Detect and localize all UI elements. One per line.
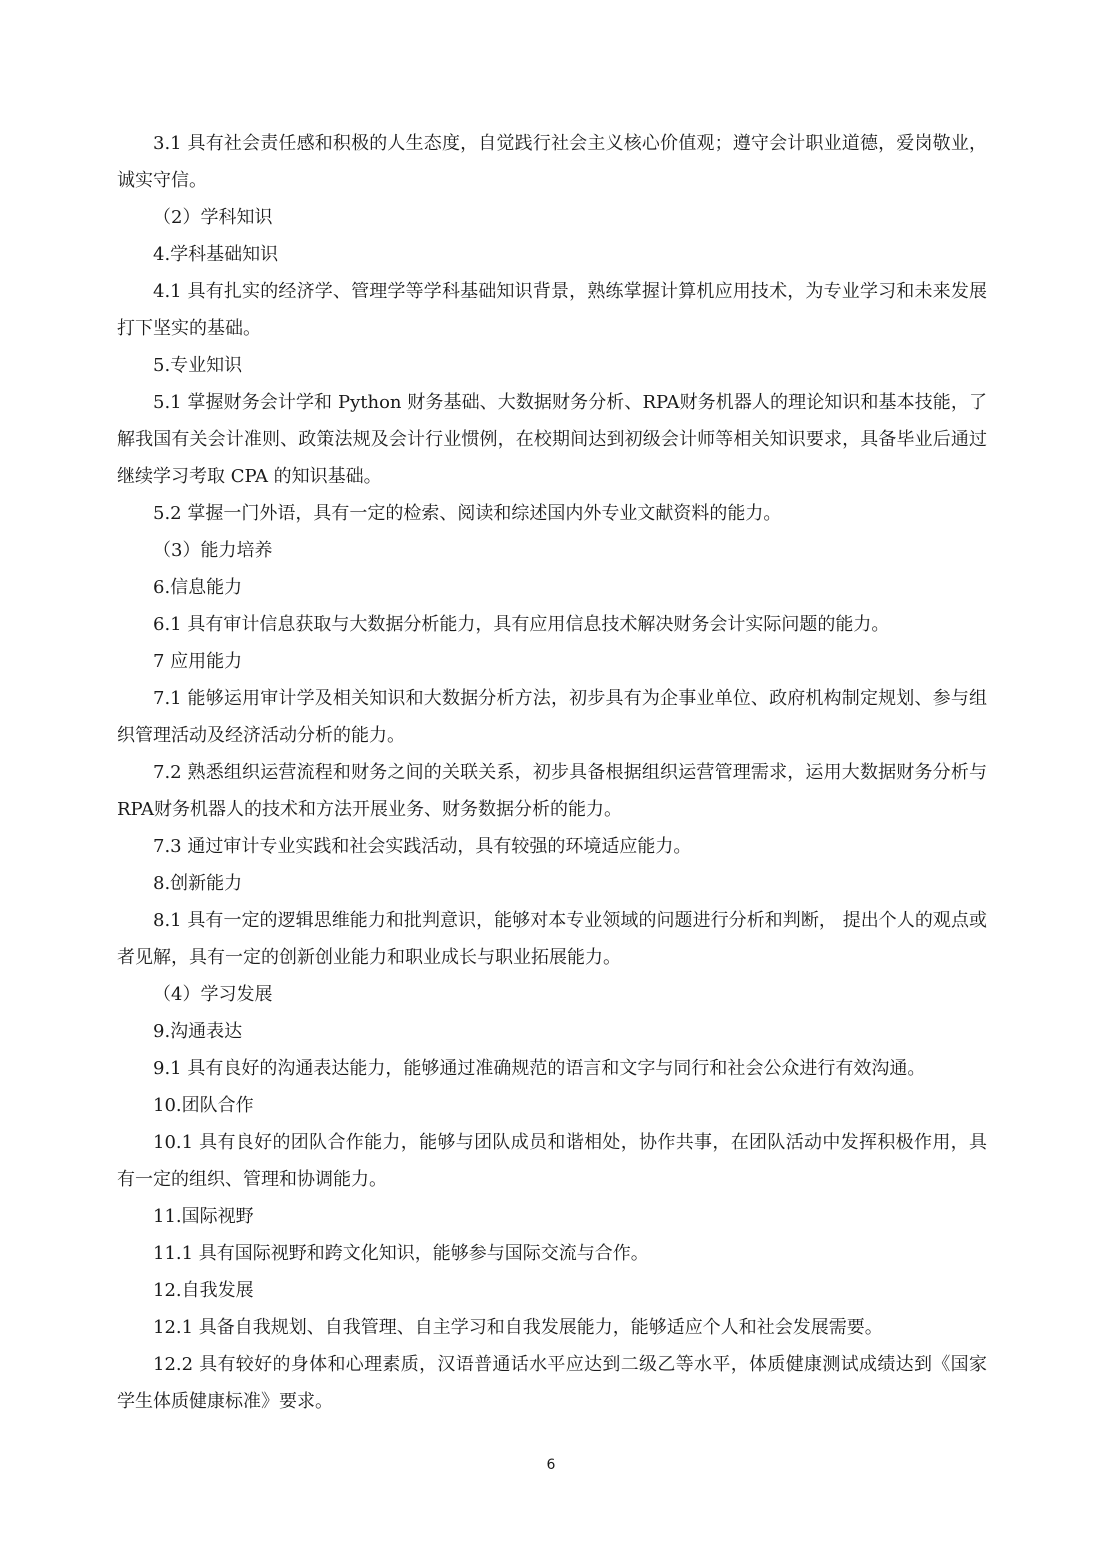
paragraph-4-1: 4.1 具有扎实的经济学、管理学等学科基础知识背景，熟练掌握计算机应用技术，为专业学习和未来发展打下坚实的基础。 [117, 281, 987, 339]
paragraph-7-2: 7.2 熟悉组织运营流程和财务之间的关联关系，初步具备根据组织运营管理需求，运用大数据财务分析与RPA财务机器人的技术和方法开展业务、财务数据分析的能力。 [117, 762, 987, 820]
paragraph-8-1: 8.1 具有一定的逻辑思维能力和批判意识，能够对本专业领域的问题进行分析和判断， 提出个人的观点或者见解，具有一定的创新创业能力和职业成长与职业拓展能力。 [117, 910, 987, 968]
item-heading-6: 6.信息能力 [153, 577, 243, 598]
item-heading-4: 4.学科基础知识 [153, 244, 279, 265]
section-heading-3: （3）能力培养 [153, 540, 273, 561]
paragraph-5-2: 5.2 掌握一门外语，具有一定的检索、阅读和综述国内外专业文献资料的能力。 [153, 503, 782, 524]
paragraph-3-1: 3.1 具有社会责任感和积极的人生态度，自觉践行社会主义核心价值观；遵守会计职业道德，爱岗敬业，诚实守信。 [117, 133, 987, 191]
paragraph-9-1: 9.1 具有良好的沟通表达能力，能够通过准确规范的语言和文字与同行和社会公众进行有效沟通。 [153, 1058, 926, 1079]
item-heading-12: 12.自我发展 [153, 1280, 254, 1301]
paragraph-5-1: 5.1 掌握财务会计学和 Python 财务基础、大数据财务分析、RPA财务机器人的理论知识和基本技能，了解我国有关会计准则、政策法规及会计行业惯例，在校期间达到初级会计师等相关知识要求，具备毕业后通过继续学习考取 CPA 的知识基础。 [117, 392, 987, 487]
paragraph-7-1: 7.1 能够运用审计学及相关知识和大数据分析方法，初步具有为企事业单位、政府机构制定规划、参与组织管理活动及经济活动分析的能力。 [117, 688, 987, 746]
paragraph-12-1: 12.1 具备自我规划、自我管理、自主学习和自我发展能力，能够适应个人和社会发展需要。 [153, 1317, 883, 1338]
paragraph-12-2: 12.2 具有较好的身体和心理素质，汉语普通话水平应达到二级乙等水平，体质健康测试成绩达到《国家学生体质健康标准》要求。 [117, 1354, 987, 1412]
item-heading-10: 10.团队合作 [153, 1095, 254, 1116]
item-heading-11: 11.国际视野 [153, 1206, 254, 1227]
section-heading-4: （4）学习发展 [153, 984, 273, 1005]
paragraph-11-1: 11.1 具有国际视野和跨文化知识，能够参与国际交流与合作。 [153, 1243, 649, 1264]
item-heading-5: 5.专业知识 [153, 355, 243, 376]
item-heading-9: 9.沟通表达 [153, 1021, 243, 1042]
page-number: 6 [546, 1457, 556, 1473]
section-heading-2: （2）学科知识 [153, 207, 273, 228]
item-heading-7: 7 应用能力 [153, 651, 243, 672]
paragraph-7-3: 7.3 通过审计专业实践和社会实践活动，具有较强的环境适应能力。 [153, 836, 692, 857]
paragraph-6-1: 6.1 具有审计信息获取与大数据分析能力，具有应用信息技术解决财务会计实际问题的能力。 [153, 614, 890, 635]
paragraph-10-1: 10.1 具有良好的团队合作能力，能够与团队成员和谐相处，协作共事，在团队活动中发挥积极作用，具有一定的组织、管理和协调能力。 [117, 1132, 987, 1190]
document-body [117, 125, 987, 1420]
item-heading-8: 8.创新能力 [153, 873, 243, 894]
